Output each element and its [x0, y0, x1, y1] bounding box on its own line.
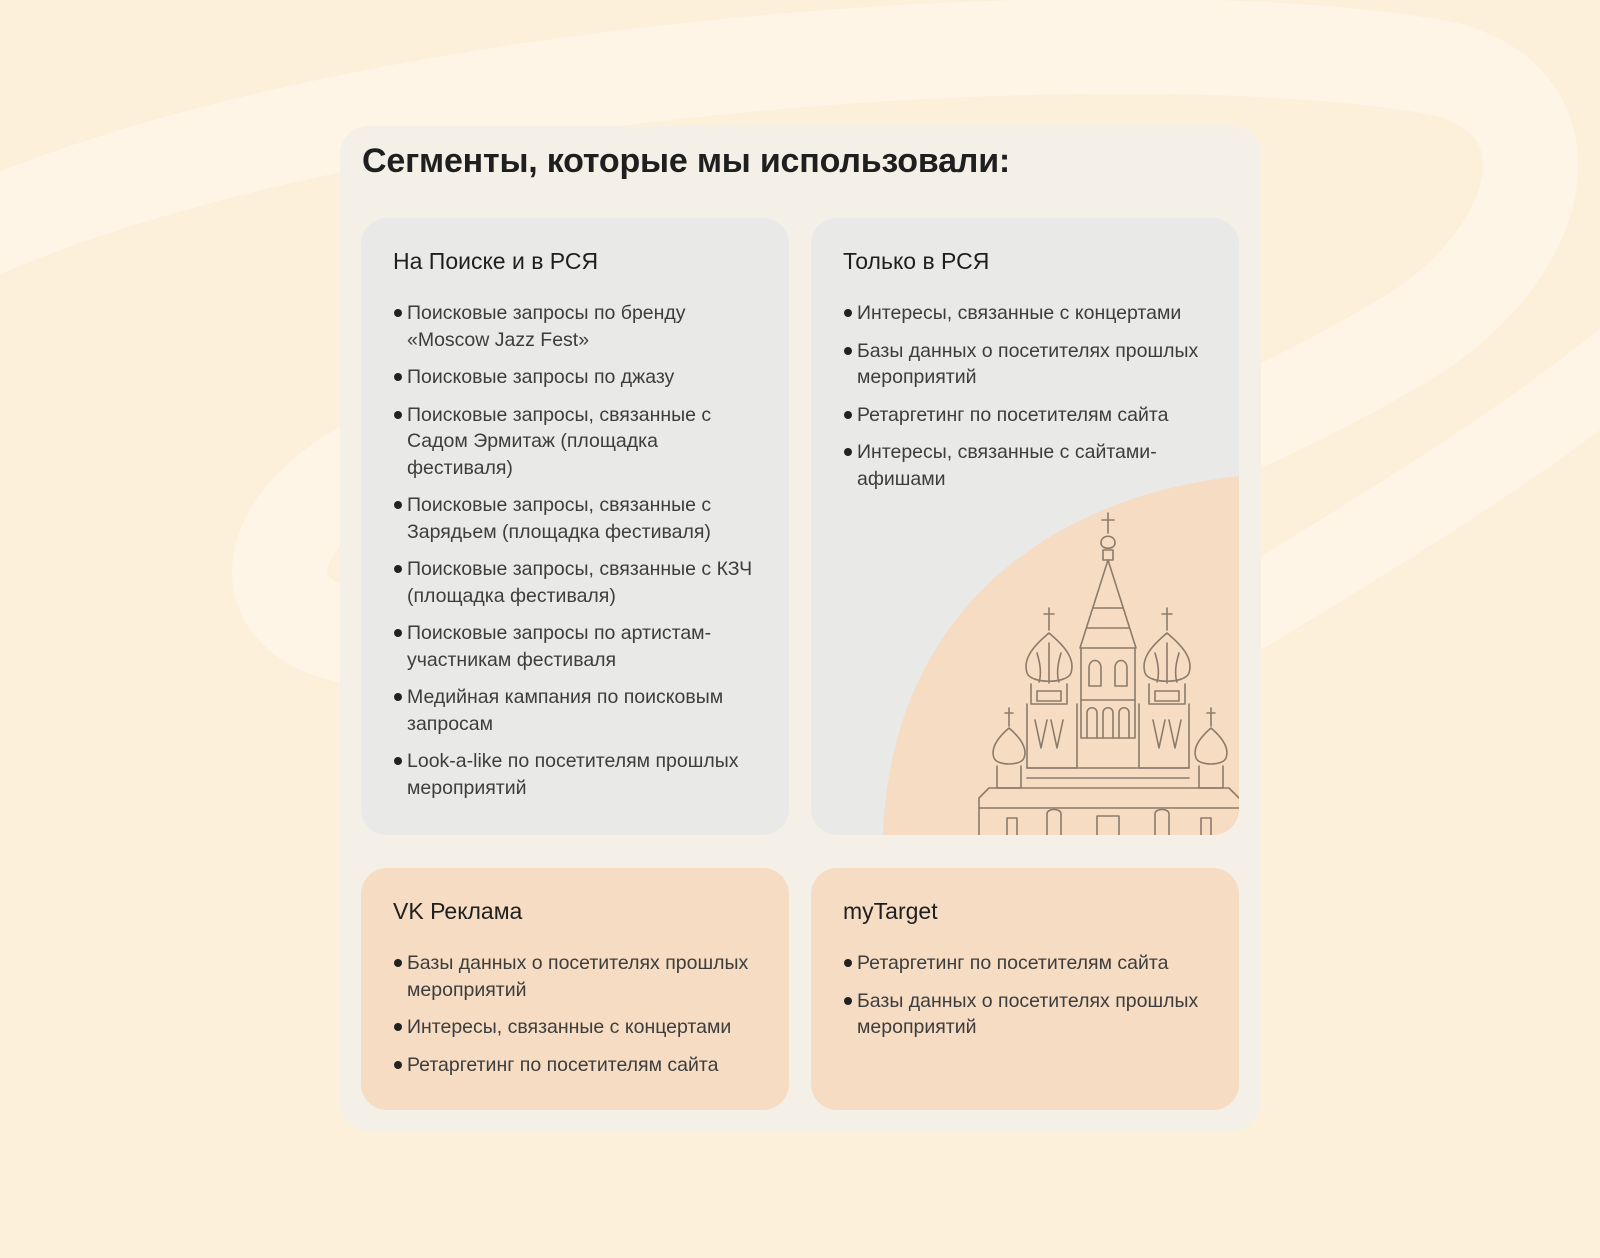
list-item: Поисковые запросы по бренду «Moscow Jazz Fest»	[393, 300, 763, 353]
list-item: Поисковые запросы, связанные с Садом Эрмитаж (площадка фестиваля)	[393, 402, 763, 482]
list-item: Ретаргетинг по посетителям сайта	[843, 402, 1213, 429]
list-item: Поисковые запросы, связанные с КЗЧ (площадка фестиваля)	[393, 556, 763, 609]
page-title: Сегменты, которые мы использовали:	[362, 142, 1011, 180]
card-search-and-rsya	[361, 218, 789, 835]
card-mytarget	[811, 868, 1239, 1110]
card-title: Только в РСЯ	[843, 248, 990, 274]
bullet-icon	[844, 309, 852, 317]
card-title: На Поиске и в РСЯ	[393, 248, 599, 274]
bullet-icon	[394, 1023, 402, 1031]
bullet-icon	[394, 1061, 402, 1069]
st-basils-cathedral-icon	[977, 508, 1239, 835]
list-item: Базы данных о посетителях прошлых мероприятий	[393, 950, 763, 1003]
bullet-icon	[394, 373, 402, 381]
list-item: Интересы, связанные с концертами	[843, 300, 1213, 327]
list-item: Ретаргетинг по посетителям сайта	[843, 950, 1213, 977]
list-item: Базы данных о посетителях прошлых мероприятий	[843, 988, 1213, 1041]
list-item: Интересы, связанные с концертами	[393, 1014, 763, 1041]
list-item: Поисковые запросы, связанные с Зарядьем (площадка фестиваля)	[393, 492, 763, 545]
bullet-icon	[394, 959, 402, 967]
bullet-list	[843, 950, 1213, 1052]
bullet-icon	[844, 448, 852, 456]
bullet-list	[843, 300, 1213, 503]
bullet-list	[393, 950, 763, 1089]
card-vk-ads	[361, 868, 789, 1110]
card-title: myTarget	[843, 898, 938, 924]
list-item: Базы данных о посетителях прошлых мероприятий	[843, 338, 1213, 391]
bullet-icon	[844, 411, 852, 419]
list-item: Поисковые запросы по артистам-участникам фестиваля	[393, 620, 763, 673]
bullet-icon	[394, 757, 402, 765]
card-title: VK Реклама	[393, 898, 523, 924]
card-only-rsya	[811, 218, 1239, 835]
bullet-icon	[394, 411, 402, 419]
list-item: Медийная кампания по поисковым запросам	[393, 684, 763, 737]
list-item: Look-a-like по посетителям прошлых мероприятий	[393, 748, 763, 801]
list-item: Поисковые запросы по джазу	[393, 364, 763, 391]
bullet-icon	[844, 959, 852, 967]
bullet-icon	[394, 693, 402, 701]
bullet-icon	[844, 347, 852, 355]
list-item: Ретаргетинг по посетителям сайта	[393, 1052, 763, 1079]
bullet-icon	[394, 309, 402, 317]
bullet-icon	[394, 565, 402, 573]
bullet-icon	[394, 501, 402, 509]
bullet-icon	[844, 997, 852, 1005]
bullet-list	[393, 300, 763, 812]
bullet-icon	[394, 629, 402, 637]
list-item: Интересы, связанные с сайтами-афишами	[843, 439, 1213, 492]
